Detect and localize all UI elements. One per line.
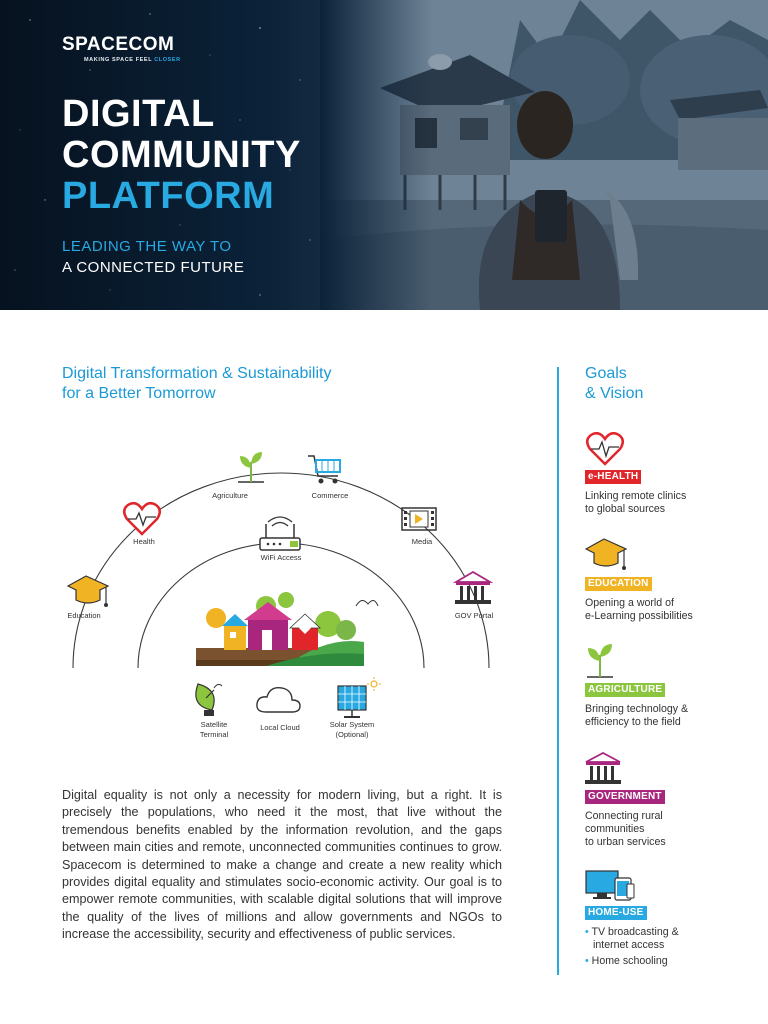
health-icon [124,503,160,534]
platform-diagram [60,440,500,750]
diagram-label-cloud: Local Cloud [260,723,300,732]
diagram-label-satellite-2: Terminal [199,730,229,739]
hero-title [62,94,301,217]
government-building-icon [585,752,621,786]
spacecom-logo [62,34,181,63]
brand-name: SPACECOM [62,34,175,55]
diagram-label-satellite-1: Satellite [200,720,228,729]
village-photo [320,0,768,310]
hero-subtitle-line1: LEADING THE WAY TO [62,238,232,255]
hero-subtitle-line2: A CONNECTED FUTURE [62,259,245,276]
diagram-label-agriculture: Agriculture [212,491,248,500]
commerce-icon [308,456,340,484]
goal-tag-ehealth: e-HEALTH [585,470,641,484]
media-icon [402,508,436,530]
hero-banner [0,0,768,310]
sprout-icon [585,643,615,679]
goal-tag-education: EDUCATION [585,577,652,591]
heart-pulse-icon [585,432,625,466]
goal-education [585,537,755,623]
village-illustration [196,592,378,666]
local-cloud-icon [257,688,300,712]
solar-panel-icon [338,677,381,718]
goals-title: Goals & Vision [585,365,644,402]
goal-desc-ehealth: Linking remote clinics to global sources [585,490,687,515]
diagram-label-gov: GOV Portal [454,611,494,620]
hero-title-line1: DIGITAL [62,93,215,135]
section-title: Digital Transformation & Sustainability for a Better Tomorrow [62,365,332,402]
gov-portal-icon [455,572,491,604]
goal-tag-home-use: HOME-USE [585,906,647,920]
diagram-label-education: Education [67,611,101,620]
hero-title-line2: COMMUNITY [62,134,301,176]
diagram-label-commerce: Commerce [311,491,349,500]
diagram-label-wifi: WiFi Access [260,553,302,562]
bullet-schooling: • Home schooling [585,955,668,967]
diagram-label-solar-1: Solar System [329,720,375,729]
goal-desc-home-use: • TV broadcasting & internet access • Home schooling [585,926,755,968]
goal-agriculture [585,643,755,729]
goal-desc-agriculture: Bringing technology & efficiency to the field [585,703,689,728]
hero-title-line3: PLATFORM [62,175,275,217]
agriculture-icon [238,452,264,482]
wifi-router-icon [260,517,300,550]
sidebar-divider [557,367,559,975]
goal-home-use [585,870,755,968]
goal-tag-agriculture: AGRICULTURE [585,683,665,697]
diagram-label-solar-2: (Optional) [335,730,369,739]
education-icon [68,576,108,607]
devices-icon [585,870,635,902]
brand-tagline: MAKING SPACE FEEL CLOSER [84,57,181,63]
goal-desc-government: Connecting rural communities to urban services [585,810,666,848]
graduation-cap-icon [585,537,627,573]
satellite-terminal-icon [196,684,222,716]
goal-desc-education: Opening a world of e-Learning possibilities [585,597,693,622]
goal-ehealth [585,432,755,516]
bullet-tv: • TV broadcasting & [585,926,679,938]
diagram-label-media: Media [411,537,433,546]
goal-government [585,752,755,849]
diagram-label-health: Health [133,537,155,546]
goal-tag-government: GOVERNMENT [585,790,665,804]
body-paragraph: Digital equality is not only a necessity for modern living, but a right. It is precisely the populations, who need it the most, that live without the tremendous benefits enabled by the information revolution, and the gaps between main cities and remote, unconnected communities continues to grow. Spacecom is determined to make a change and create a new reality which provides digital equality and stimulates socio-economic activity. Our goal is to empower remote communities, with scalable digital solutions that will improve the quality of the lives of millions and allow governments and NGOs to increase the accessibility, security and effectiveness of public services. [62,788,502,942]
hero-subtitle [62,236,244,278]
